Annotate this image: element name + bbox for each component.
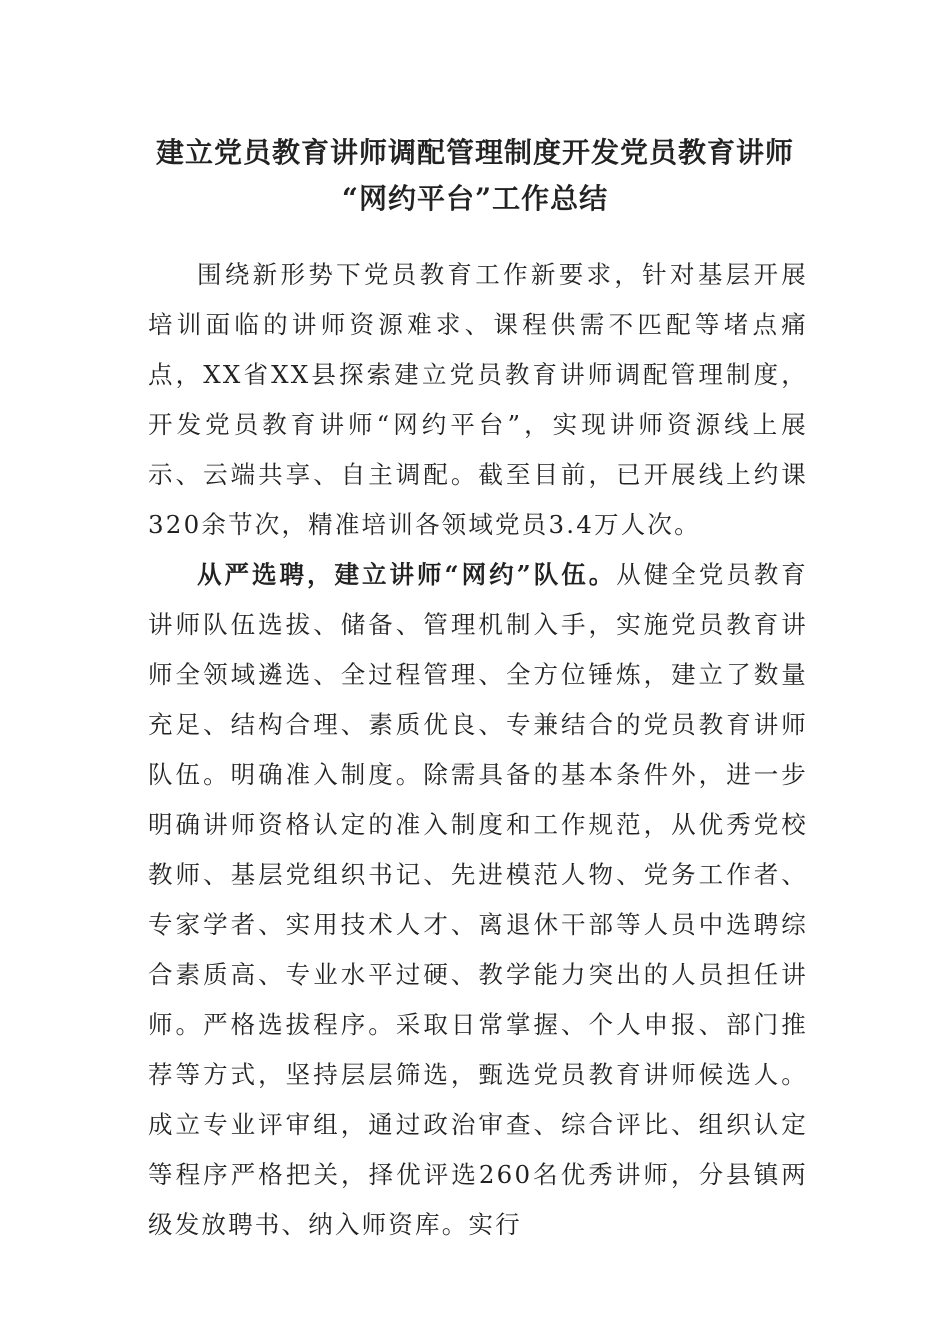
document-title <box>140 130 810 222</box>
title-line-1: 建立党员教育讲师调配管理制度开发党员教育讲师 <box>155 136 794 169</box>
paragraph-intro: 围绕新形势下党员教育工作新要求，针对基层开展培训面临的讲师资源难求、课程供需不匹配等堵点痛点，XX省XX县探索建立党员教育讲师调配管理制度，开发党员教育讲师“网约平台”，实现讲师资源线上展示、云端共享、自主调配。截至目前，已开展线上约课320余节次，精准培训各领域党员3.4万人次。 <box>148 260 808 539</box>
paragraph-lead-heading: 从严选聘，建立讲师“网约”队伍。 <box>197 560 617 589</box>
title-line-2: “网约平台”工作总结 <box>341 182 609 215</box>
document-body <box>148 250 808 1250</box>
paragraph-selection <box>148 550 808 1250</box>
paragraph-selection-text: 从健全党员教育讲师队伍选拔、储备、管理机制入手，实施党员教育讲师全领域遴选、全过程管理、全方位锤炼，建立了数量充足、结构合理、素质优良、专兼结合的党员教育讲师队伍。明确准入制度。除需具备的基本条件外，进一步明确讲师资格认定的准入制度和工作规范，从优秀党校教师、基层党组织书记、先进模范人物、党务工作者、专家学者、实用技术人才、离退休干部等人员中选聘综合素质高、专业水平过硬、教学能力突出的人员担任讲师。严格选拔程序。采取日常掌握、个人申报、部门推荐等方式，坚持层层筛选，甄选党员教育讲师候选人。成立专业评审组，通过政治审查、综合评比、组织认定等程序严格把关，择优评选260名优秀讲师，分县镇两级发放聘书、纳入师资库。实行 <box>148 560 808 1239</box>
